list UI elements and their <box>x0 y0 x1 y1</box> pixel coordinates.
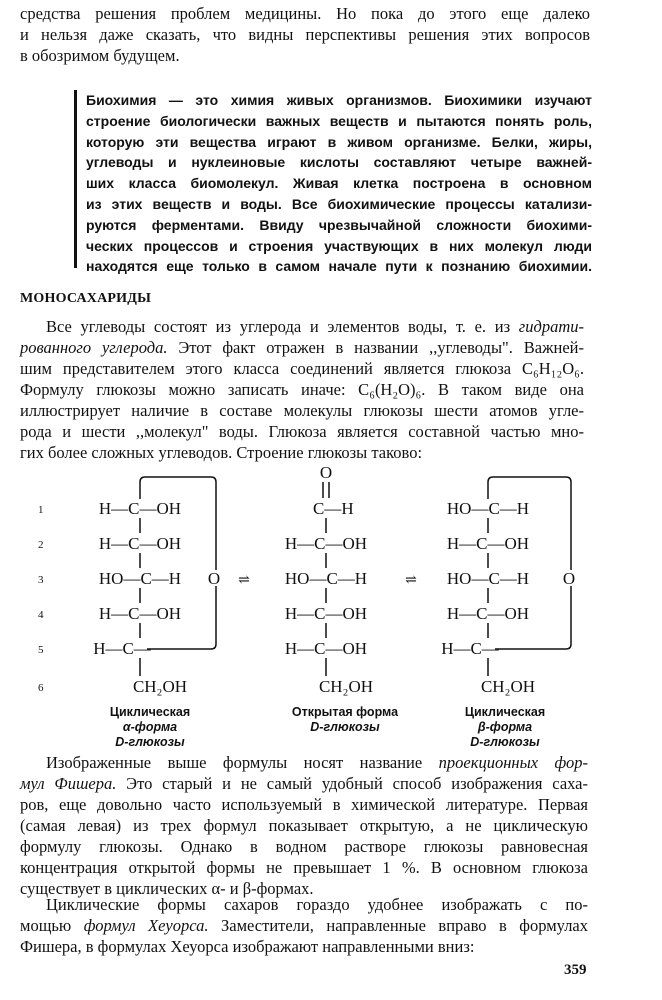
paragraph-monosaccharides <box>20 316 584 463</box>
row-number: 2 <box>38 539 44 551</box>
text-run: Изображенные выше формулы носят название <box>46 753 439 772</box>
ring-oxygen: O <box>562 569 576 588</box>
fischer-bottom: CH₂OH <box>318 677 374 696</box>
text-line: Формулу глюкозы можно записать иначе: C₆(H₂O)₆. В таком виде она <box>20 380 584 399</box>
beta-form-structure <box>441 477 575 696</box>
carbonyl-oxygen: O <box>319 463 333 482</box>
box-line: находятся еще только в самом начале пути к познанию биохимии. <box>86 258 592 275</box>
caption-line: α-форма <box>122 720 178 734</box>
text-run: Все углеводы состоят из углерода и элементов воды, т. е. из <box>46 317 519 336</box>
text-line <box>20 915 588 936</box>
box-line: ческих процессов и строения участвующих в них молекул люди <box>86 237 592 254</box>
text-line: иллюстрирует наличие в составе молекулы глюкозы шести атомов угле- <box>20 401 584 420</box>
row-number: 4 <box>38 609 44 621</box>
text-line: Фишера, в формулах Хеуорса изображают направленными вниз: <box>20 937 475 956</box>
text-line: формулу глюкозы. Однако в водном растворе глюкозы равновесная <box>20 837 588 856</box>
caption-line: D-глюкозы <box>310 720 380 734</box>
caption-line: D-глюкозы <box>470 735 540 749</box>
caption-alpha-form <box>90 705 210 750</box>
text-line: средства решения проблем медицины. Но пока до этого еще далеко <box>20 4 590 23</box>
row-number: 5 <box>38 644 44 656</box>
text-line: в обозримом будущем. <box>20 46 180 65</box>
open-form-structure <box>285 463 417 696</box>
summary-box <box>74 90 592 275</box>
fischer-row: H—C—OH <box>284 639 368 658</box>
fischer-row: H—C—OH <box>98 534 182 553</box>
section-title: МОНОСАХАРИДЫ <box>20 291 152 306</box>
caption-line: Циклическая <box>464 705 546 719</box>
text-line <box>20 337 584 358</box>
alpha-form-structure <box>93 477 250 696</box>
fischer-row: H—C—OH <box>284 604 368 623</box>
paragraph-haworth <box>20 894 588 957</box>
text-line: существует в циклических α- и β-формах. <box>20 879 314 898</box>
italic-term: проекционных фор- <box>438 753 589 772</box>
caption-open-form <box>275 705 415 735</box>
caption-line: D-глюкозы <box>115 735 185 749</box>
text-run: мощью <box>20 916 84 935</box>
text-line: гих более сложных углеводов. Строение глюкозы таково: <box>20 443 423 462</box>
text-line: и нельзя даже сказать, что видны перспективы решения этих вопросов <box>20 25 590 44</box>
page-number: 359 <box>564 962 587 978</box>
caption-line: Циклическая <box>109 705 191 719</box>
equilibrium-arrow: ⇌ <box>238 573 250 588</box>
row-number: 3 <box>38 574 44 586</box>
text-run: Этот факт отражен в названии ,,углеводы". Важней- <box>167 338 584 357</box>
fischer-row: H—C—OH <box>446 534 530 553</box>
box-line: Биохимия — это химия живых организмов. Биохимики изучают <box>86 92 592 108</box>
carbonyl-double-bond <box>323 482 329 498</box>
text-line: (самая левая) из трех формул показывает открытую, а не циклическую <box>20 816 588 835</box>
text-run: Заместители, направленные вправо в формулах <box>208 916 589 935</box>
text-line <box>20 752 588 773</box>
box-line: ших класса биомолекул. Живая клетка построена в основном <box>86 175 592 192</box>
ring-oxygen: O <box>207 569 221 588</box>
box-line: руются ферментами. Ввиду чрезвычайной сложности биохими- <box>86 216 592 233</box>
paragraph-fischer <box>20 752 588 899</box>
italic-term: рованного углерода. <box>20 338 168 357</box>
row-number: 1 <box>38 504 44 516</box>
fischer-row: HO—C—H <box>284 569 368 588</box>
text-line: шим представителем этого класса соединений является глюкоза C₆H₁₂O₆. <box>20 359 584 378</box>
italic-term: формул Хеуорса. <box>83 916 209 935</box>
fischer-row: H—C—OH <box>284 534 368 553</box>
text-line <box>20 316 584 337</box>
fischer-row: H—C—OH <box>98 604 182 623</box>
fischer-row: H—C— <box>441 639 499 658</box>
fischer-row: HO—C—H <box>446 499 530 518</box>
italic-term: гидрати- <box>518 317 584 336</box>
text-line: ров, еще довольно часто используемый в химической литературе. Первая <box>20 795 588 814</box>
box-line: которую эти вещества играют в живом организме. Белки, жиры, <box>86 133 592 150</box>
equilibrium-arrow: ⇌ <box>405 573 417 588</box>
fischer-row: HO—C—H <box>98 569 182 588</box>
fischer-row: C—H <box>313 499 354 518</box>
text-run: Это старый и не самый удобный способ изображения саха- <box>116 774 588 793</box>
caption-line: Открытая форма <box>291 705 399 719</box>
box-line: из этих веществ и воды. Все биохимические процессы катализи- <box>86 195 592 212</box>
row-number: 6 <box>38 682 44 694</box>
box-line: углеводы и нуклеиновые кислоты составляют четыре важней- <box>86 154 592 171</box>
caption-beta-form <box>445 705 565 750</box>
fischer-bottom: CH₂OH <box>132 677 188 696</box>
text-line: Циклические формы сахаров гораздо удобнее изображать с по- <box>46 895 588 914</box>
fischer-bottom: CH₂OH <box>480 677 536 696</box>
intro-paragraph <box>20 3 590 66</box>
fischer-row: HO—C—H <box>446 569 530 588</box>
fischer-row: H—C— <box>93 639 151 658</box>
fischer-projection-diagram <box>0 460 662 700</box>
fischer-row: H—C—OH <box>446 604 530 623</box>
italic-term: мул Фишера. <box>20 774 117 793</box>
fischer-row: H—C—OH <box>98 499 182 518</box>
text-line: рода и шести ,,молекул" воды. Глюкоза является составной частью мно- <box>20 422 584 441</box>
text-line: концентрация открытой формы не превышает 1 %. В основном глюкоза <box>20 858 588 877</box>
text-line <box>20 773 588 794</box>
box-line: строение биологически важных веществ и пытаются понять роль, <box>86 112 592 129</box>
caption-line: β-форма <box>477 720 533 734</box>
